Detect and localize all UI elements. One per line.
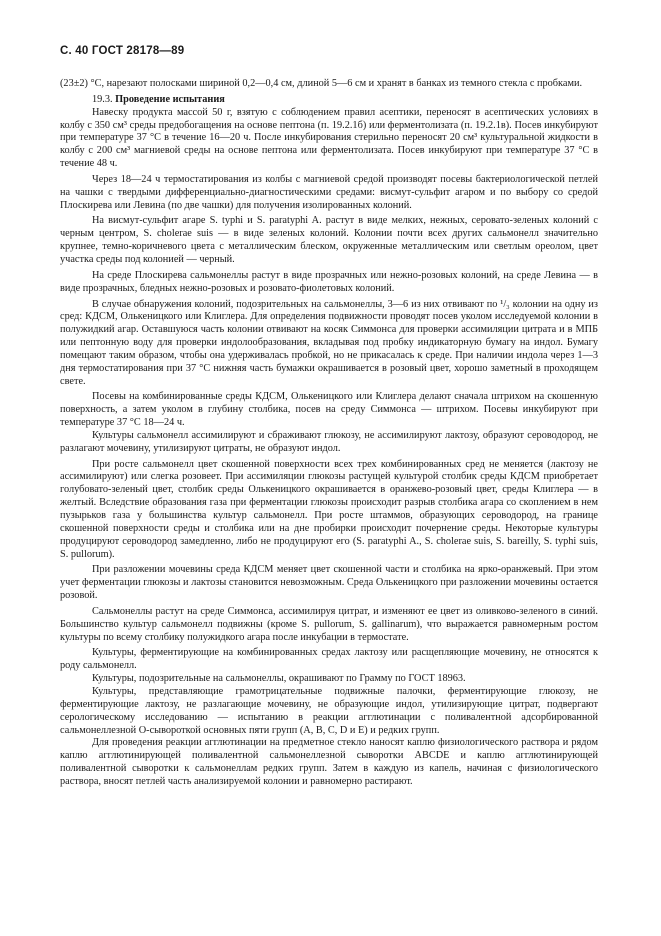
paragraph: На среде Плоскирева сальмонеллы растут в виде прозрачных или нежно-розовых колоний, на среде Левина — в виде прозрачных, бледных нежно-розовых и розовато-фиолетовых колоний. bbox=[60, 269, 598, 294]
section-number: 19.3. bbox=[92, 93, 113, 105]
paragraph: Культуры, подозрительные на сальмонеллы, окрашивают по Грамму по ГОСТ 18963. bbox=[92, 673, 466, 685]
paragraph: При росте сальмонелл цвет скошенной поверхности всех трех комбинированных сред не меняется (лактозу не ассимилируют) или слегка розовеет. При ассимиляции глюкозы растущей культурой столбик среды КДСМ приобретает голубовато-зеленый цвет, столбик среды Олькеницкого окрашивается в оранжево-розовый цвет, среды Клиглера — в желтый. Вследствие образования газа при ферментации глюкозы происходит разрыв столбика агара со скоплением в нем пузырьков газа у большинства культур сальмонелл. При росте штаммов, образующих сероводород, на границе скошенной поверхности среды и столбика или на дне пробирки происходит почернение среды. Некоторые культуры продуцируют сероводород замедленно, либо не продуцируют его (S. paratyphi A., S. cholerae suis, S. bareilly, S. typhi suis, S. pullorum). bbox=[60, 458, 598, 560]
paragraph: Для проведения реакции агглютинации на предметное стекло наносят каплю физиологического раствора и рядом каплю агглютинирующей поливалентной сальмонеллезной сыворотки ABCDE и каплю агглютинирующей поливалентной сыворотки к сальмонеллам редких групп. Затем в каждую из капель, начиная с физиологического раствора, вносят петлей часть анализируемой колонии и равномерно растирают. bbox=[60, 737, 598, 787]
document-body bbox=[60, 78, 598, 789]
paragraph: В случае обнаружения колоний, подозрительных на сальмонеллы, 3—6 из них отвивают по ¹/₃ колонии на одну из сред: КДСМ, Олькеницкого или Клиглера. Для определения подвижности проводят посев уколом исследуемой колонии в полужидкий агар. Оставшуюся часть колонии отвивают на косяк Симмонса для проверки ассимиляции цитрата и в МПБ или пептонную воду для проверки индолообразования, вкладывая под пробку индикаторную бумагу на индол. Бумагу помещают таким образом, чтобы она удерживалась пробкой, но не прикасалась к среде. При наличии индола через 1—3 дня термостатирования при 37 °С нижняя часть бумажки окрашивается в розовый цвет, хорошо заметный в проходящем свете. bbox=[60, 298, 598, 387]
paragraph: Культуры, ферментирующие на комбинированных средах лактозу или расщепляющие мочевину, не относятся к роду сальмонелл. bbox=[60, 647, 598, 672]
paragraph: На висмут-сульфит агаре S. typhi и S. paratyphi A. растут в виде мелких, нежных, серовато-зеленых колоний с черным центром, S. cholerae suis — в виде зеленых колоний. Колонии почти всех других сальмонелл значительно крупнее, темно-коричневого цвета с металлическим блеском, окруженные металлическим или светлым ореолом, цвет участка среды под колонией — черный. bbox=[60, 215, 598, 265]
paragraph: Навеску продукта массой 50 г, взятую с соблюдением правил асептики, переносят в асептических условиях в колбу с 350 см³ среды предобогащения на основе пептона (п. 19.2.1б) или ферментолизата (п. 19.2.1в). Посев инкубируют при температуре 37 °С в течение 16—20 ч. После инкубирования стерильно переносят 20 см³ культуральной жидкости в колбу с 200 см³ магниевой среды на основе пептона или ферментолизата. Посев инкубируют при температуре 37 °С в течение 48 ч. bbox=[60, 106, 598, 170]
section-title: Проведение испытания bbox=[115, 93, 225, 105]
paragraph: (23±2) °С, нарезают полосками шириной 0,2—0,4 см, длиной 5—6 см и хранят в банках из темного стекла с пробками. bbox=[60, 78, 583, 89]
paragraph: При разложении мочевины среда КДСМ меняет цвет скошенной части и столбика на ярко-оранжевый. При этом учет ферментации глюкозы и лактозы становится невозможным. Среда Олькеницкого при разложении мочевины остается розовой. bbox=[60, 564, 598, 602]
paragraph: Через 18—24 ч термостатирования из колбы с магниевой средой производят посевы бактериологической петлей на чашки с твердыми дифференциально-диагностическими средами: висмут-сульфит агаром и по выбору со средой Плоскирева или Левина (по две чашки) для получения изолированных колоний. bbox=[60, 173, 598, 211]
paragraph: Культуры сальмонелл ассимилируют и сбраживают глюкозу, не ассимилируют лактозу, образуют сероводород, не разлагают мочевину, утилизируют цитраты, не образуют индол. bbox=[60, 429, 598, 454]
paragraph: Культуры, представляющие грамотрицательные подвижные палочки, ферментирующие глюкозу, не ферментирующие лактозу, не разлагающие мочевину, не образующие индол, утилизирующие цитрат, подвергают серологическому исследованию — испытанию в реакции агглютинации с поливалентной адсорбированной сальмонеллезной О-сывороткой основных пяти групп (А, В, С, D и Е) и редких групп. bbox=[60, 685, 598, 736]
paragraph: Посевы на комбинированные среды КДСМ, Олькеницкого или Клиглера делают сначала штрихом на скошенную поверхность, а затем уколом в глубину столбика, посев на среду Симмонса — штрихом. Посевы инкубируют при температуре 37 °С 18—24 ч. bbox=[60, 391, 598, 429]
page-header: С. 40 ГОСТ 28178—89 bbox=[60, 45, 185, 57]
section-heading bbox=[60, 94, 598, 107]
paragraph: Сальмонеллы растут на среде Симмонса, ассимилируя цитрат, и изменяют ее цвет из оливково-зеленого в синий. Большинство культур сальмонелл подвижны (кроме S. pullorum, S. gallinarum), что выражается равномерным ростом культуры по всему столбику полужидкого агара после инкубации в термостате. bbox=[60, 605, 598, 643]
